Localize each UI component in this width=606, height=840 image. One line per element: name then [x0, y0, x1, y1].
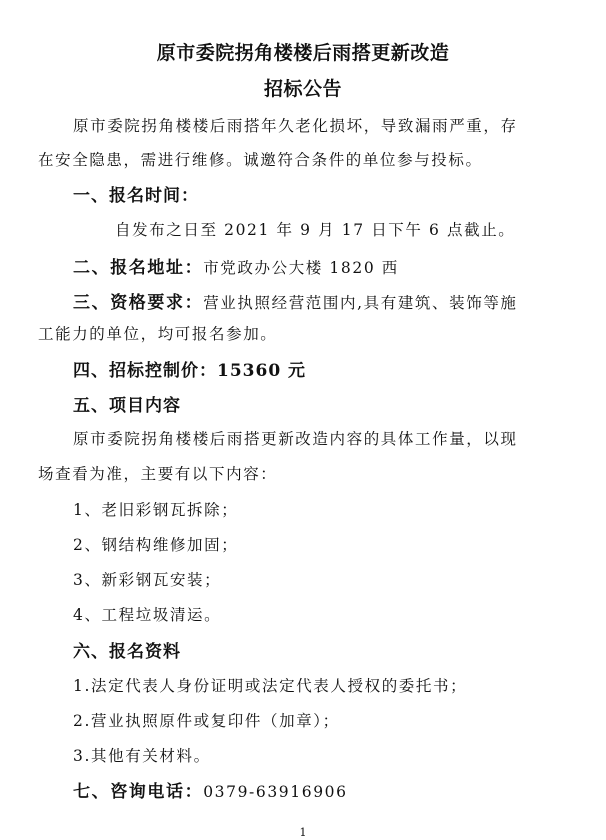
section-7-phone: 0379-63916906 — [203, 783, 348, 801]
page-number: 1 — [299, 826, 307, 839]
section-6-item-1: 1.法定代表人身份证明或法定代表人授权的委托书； — [73, 677, 468, 695]
section-1-heading: 一、报名时间： — [73, 186, 199, 206]
section-4-heading: 四、招标控制价：15360 元 — [73, 361, 307, 381]
section-3-text-line-1: 营业执照经营范围内,具有建筑、装饰等施 — [203, 294, 518, 312]
document-subtitle: 招标公告 — [263, 78, 342, 100]
section-7-heading: 七、咨询电话： — [73, 782, 204, 802]
section-5-item-1: 1、老旧彩钢瓦拆除； — [73, 501, 239, 519]
section-6-heading: 六、报名资料 — [73, 642, 181, 662]
section-2-text: 市党政办公大楼 1820 西 — [203, 259, 399, 277]
section-6-item-3: 3.其他有关材料。 — [73, 747, 211, 765]
section-3-heading: 三、资格要求： — [73, 293, 204, 313]
section-5-item-2: 2、钢结构维修加固； — [73, 536, 239, 554]
section-2 — [73, 253, 543, 278]
section-5-heading: 五、项目内容 — [73, 396, 181, 416]
section-7 — [73, 777, 543, 802]
section-5-item-4: 4、工程垃圾清运。 — [73, 606, 222, 624]
section-2-heading: 二、报名地址： — [73, 258, 204, 278]
section-6-item-2: 2.营业执照原件或复印件（加章）； — [73, 712, 340, 730]
section-5-line-1: 原市委院拐角楼楼后雨搭更新改造内容的具体工作量，以现 — [73, 430, 518, 448]
section-5-item-3: 3、新彩钢瓦安装； — [73, 571, 222, 589]
document-title: 原市委院拐角楼楼后雨搭更新改造 — [156, 42, 450, 64]
section-3-text-line-2: 工能力的单位，均可报名参加。 — [38, 325, 278, 343]
intro-paragraph-line-1: 原市委院拐角楼楼后雨搭年久老化损坏，导致漏雨严重，存 — [73, 117, 518, 135]
section-5-line-2: 场查看为准，主要有以下内容： — [38, 465, 278, 483]
section-3 — [73, 288, 543, 313]
section-1-text: 自发布之日至 2021 年 9 月 17 日下午 6 点截止。 — [115, 221, 516, 239]
intro-paragraph-line-2: 在安全隐患，需进行维修。诚邀符合条件的单位参与投标。 — [38, 151, 483, 169]
